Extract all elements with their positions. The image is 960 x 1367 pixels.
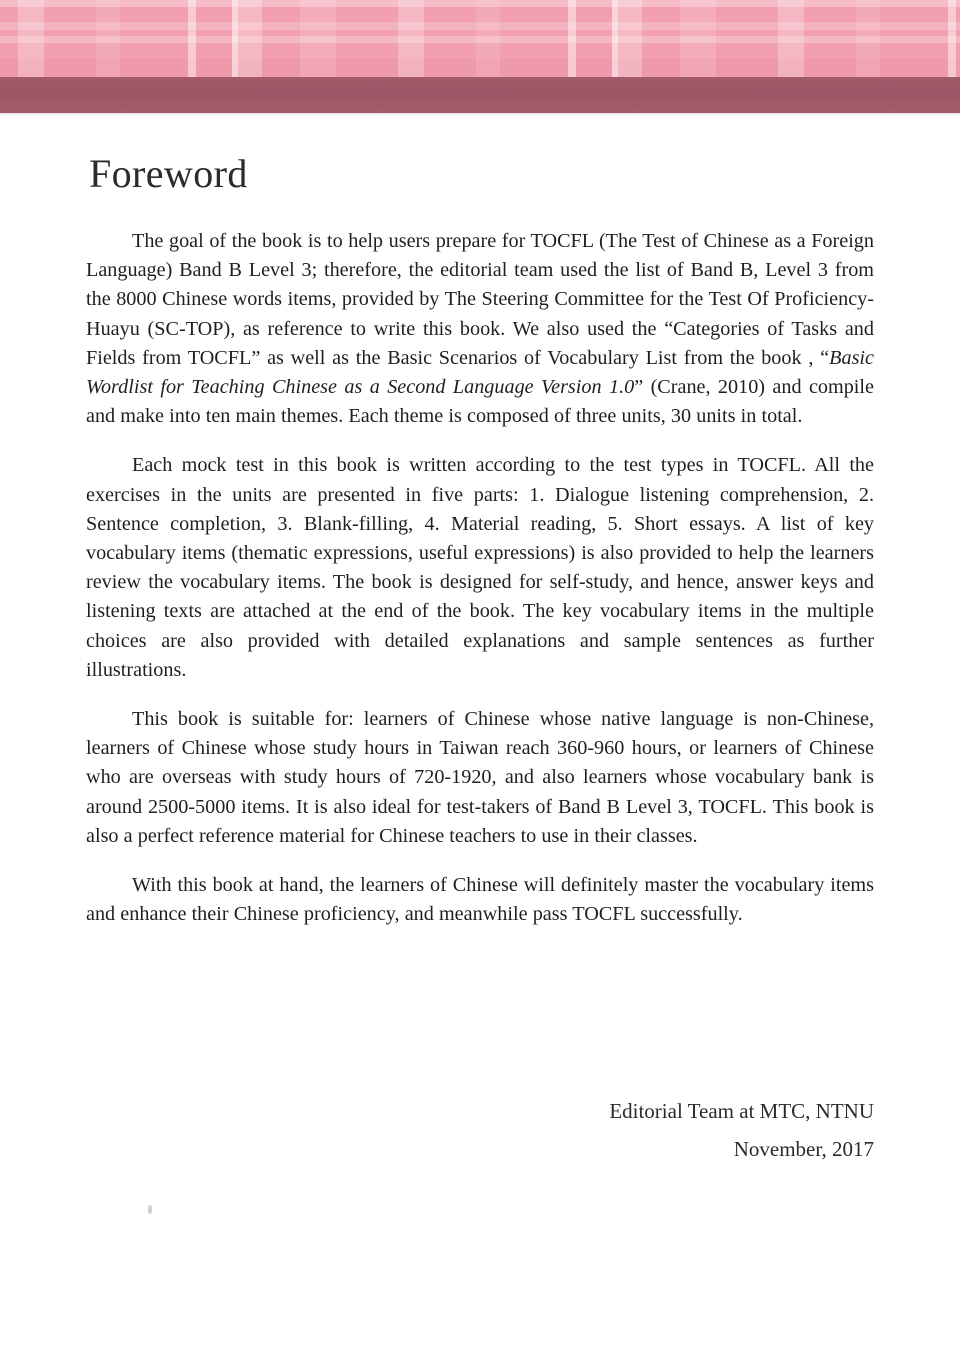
- paragraph-text: The goal of the book is to help users prepare for TOCFL (The Test of Chinese as a Foreign Language) Band B Level 3; therefore, the editorial team used the list of Band B, Level 3 from the 8000 Chinese words items, provided by The Steering Committee for the Test Of Proficiency-Huayu (SC-TOP), as reference to write this book. We also used the “Categories of Tasks and Fields from TOCFL” as well as the Basic Scenarios of Vocabulary List from the book , “: [86, 230, 874, 369]
- plaid-accent-stripe-1: [232, 0, 238, 77]
- paragraph-list: [86, 227, 874, 929]
- paragraph-text: ” (Crane, 2010) and compile and make into ten main themes. Each theme is composed of three units, 30 units in total.: [86, 376, 874, 428]
- paragraph-text: This book is suitable for: learners of Chinese whose native language is non-Chinese, learners of Chinese whose study hours in Taiwan reach 360-960 hours, or learners of Chinese who are overseas with study hours of 720-1920, and also learners whose vocabulary bank is around 2500-5000 items. It is also ideal for test-takers of Band B Level 3, TOCFL. This book is also a perfect reference material for Chinese teachers to use in their classes.: [86, 708, 874, 847]
- par-closing: [86, 871, 874, 929]
- italic-title-text: Basic Wordlist for Teaching Chinese as a Second Language Version 1.0: [86, 346, 874, 399]
- page-title: Foreword: [89, 151, 248, 196]
- par-goal: [86, 227, 874, 431]
- mauve-divider-band: [0, 77, 960, 113]
- paragraph-text: Each mock test in this book is written according to the test types in TOCFL. All the exercises in the units are presented in five parts: 1. Dialogue listening comprehension, 2. Sentence completion, 3. Blank-filling, 4. Material reading, 5. Short essays. A list of key vocabulary items (thematic expressions, useful expressions) is also provided to help the learners review the vocabulary items. The book is designed for self-study, and hence, answer keys and listening texts are attached at the end of the book. The key vocabulary items in the multiple choices are also provided with detailed explanations and sample sentences as further illustrations.: [86, 454, 874, 681]
- signature-date: November, 2017: [733, 1137, 874, 1161]
- plaid-accent-stripe-2: [612, 0, 618, 77]
- signature-author: Editorial Team at MTC, NTNU: [609, 1099, 874, 1123]
- par-mock-test: [86, 451, 874, 685]
- header-hairline: [0, 113, 960, 115]
- signature-block: [86, 1092, 874, 1168]
- foreword-content: [86, 150, 874, 929]
- paragraph-text: With this book at hand, the learners of Chinese will definitely master the vocabulary items and enhance their Chinese proficiency, and meanwhile pass TOCFL successfully.: [86, 874, 874, 926]
- plaid-pattern-band: [0, 0, 960, 77]
- par-suitable-for: [86, 705, 874, 851]
- decorative-page-header: [0, 0, 960, 113]
- scan-artifact-speck: [148, 1205, 152, 1214]
